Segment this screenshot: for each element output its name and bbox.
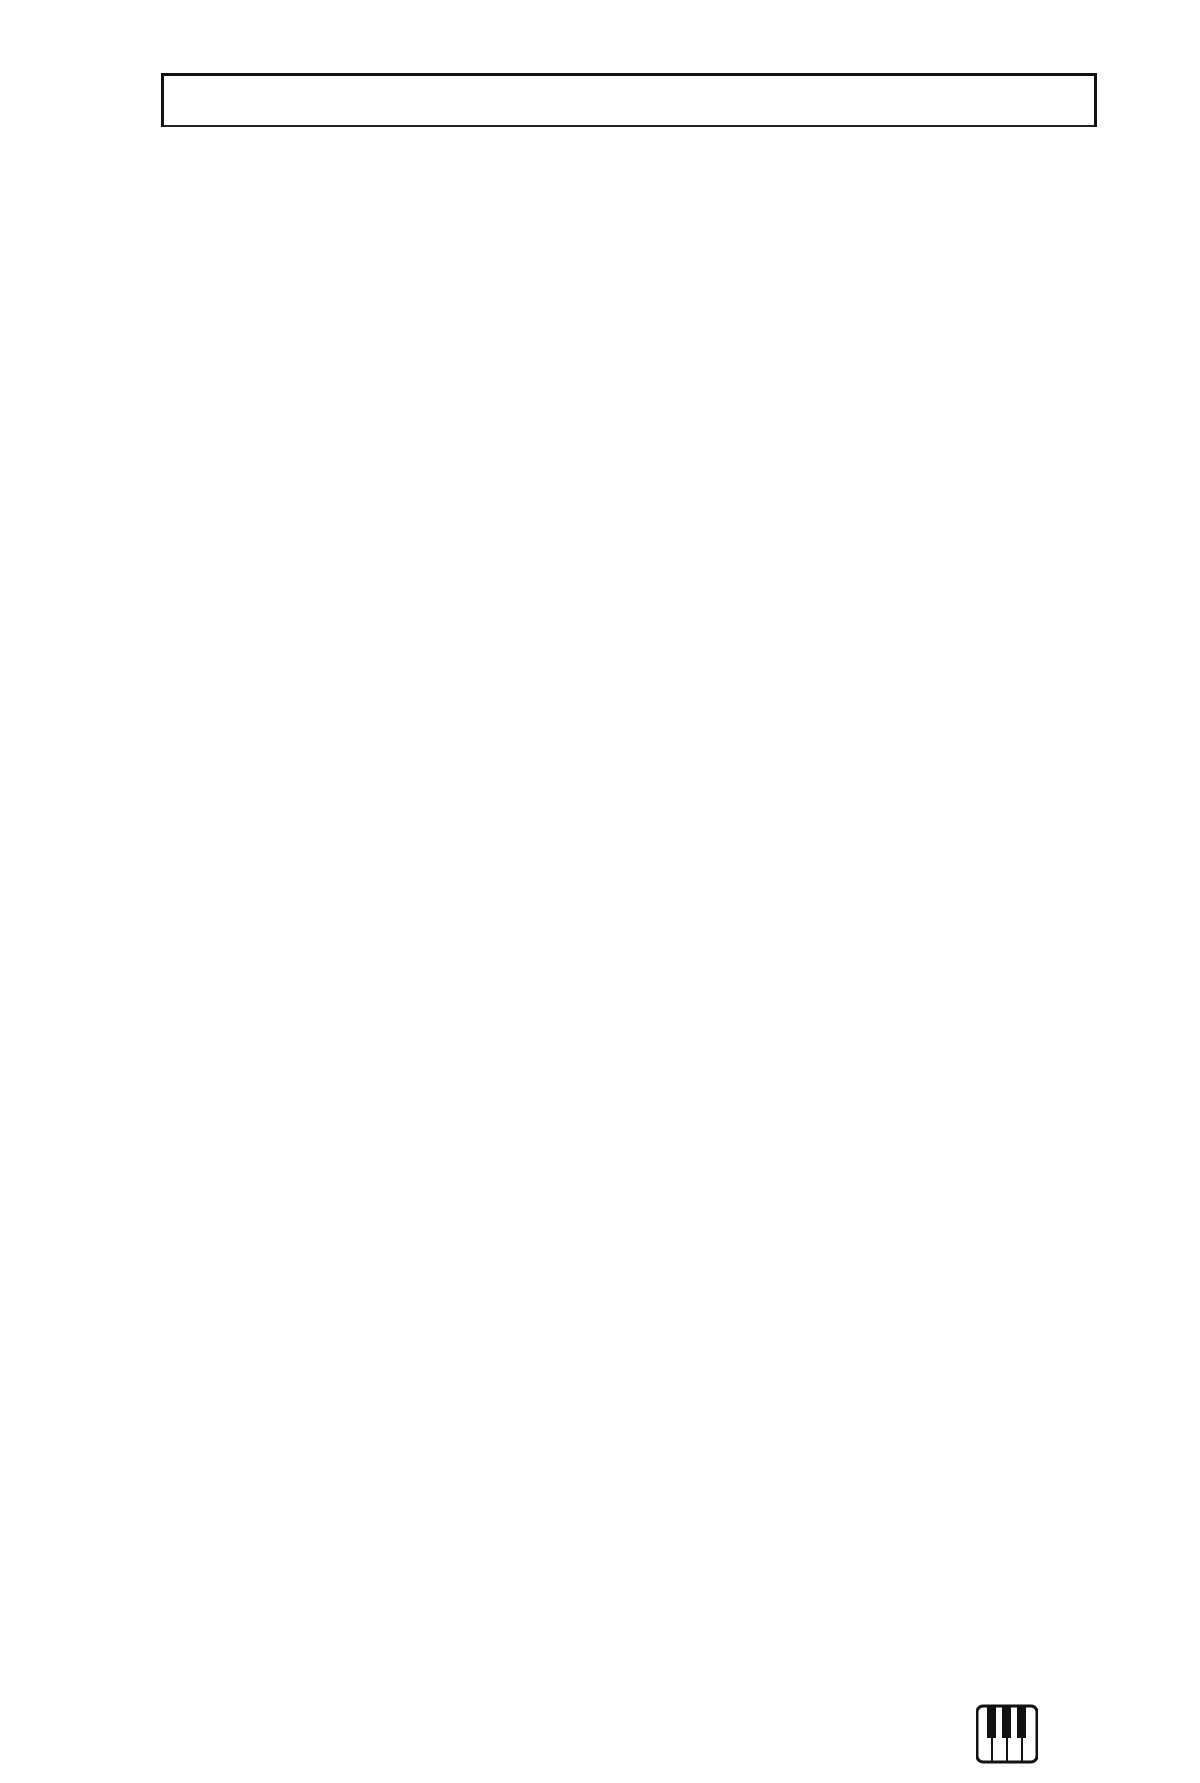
piano-keys-icon xyxy=(976,1704,1038,1764)
site-watermark xyxy=(976,1700,1196,1780)
catalog-table xyxy=(161,73,1097,127)
section-separator xyxy=(164,73,1094,127)
